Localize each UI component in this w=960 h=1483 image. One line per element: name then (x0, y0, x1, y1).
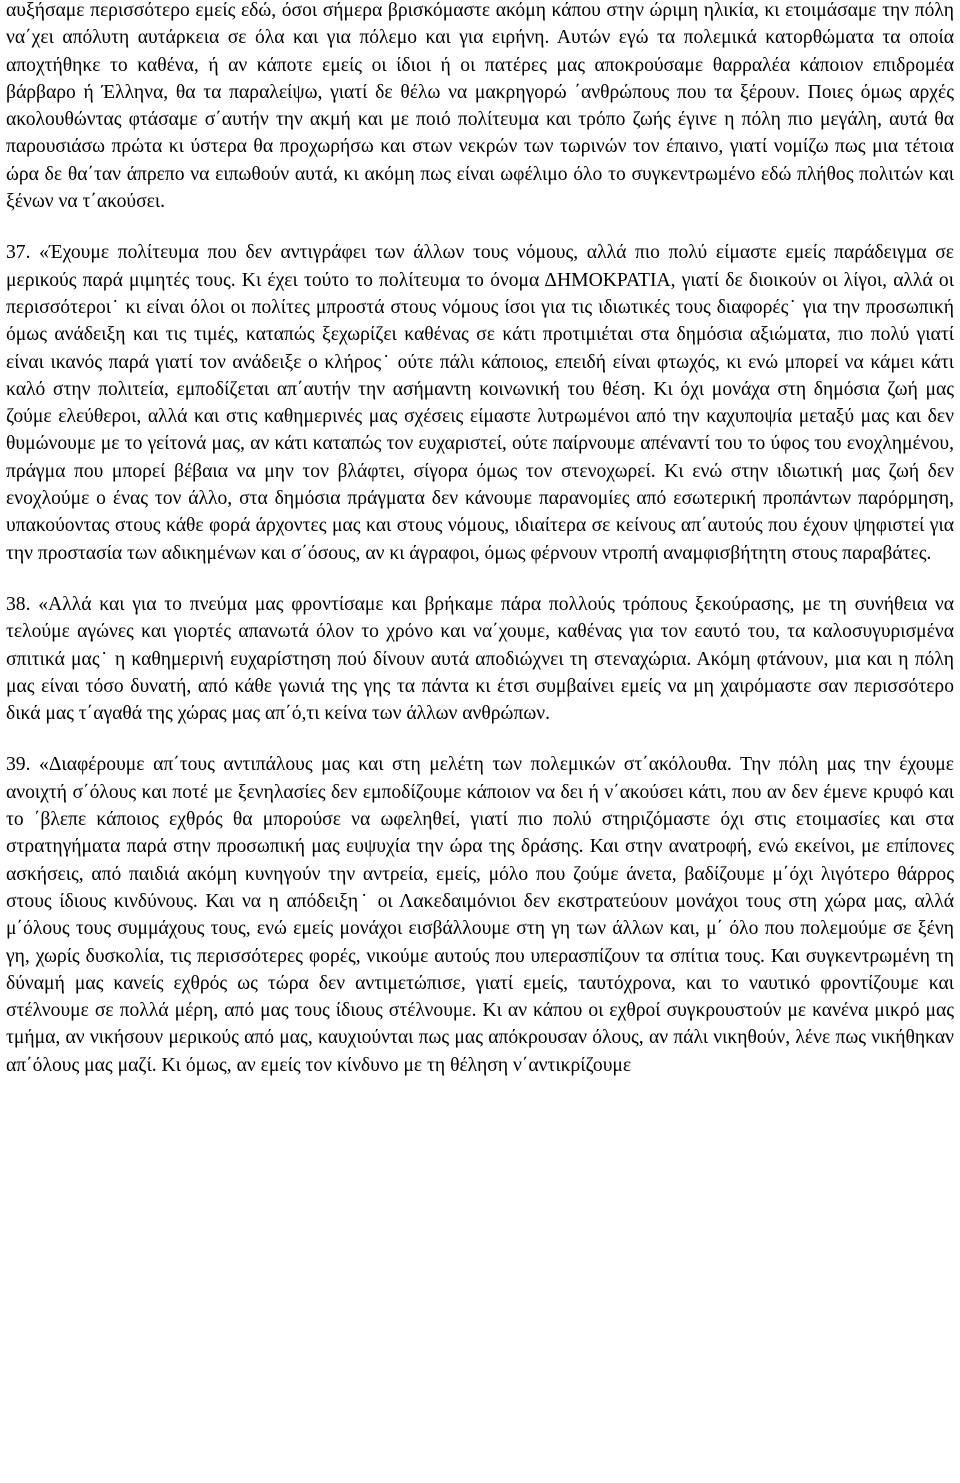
paragraph-39: 39. «Διαφέρουμε απ΄τους αντιπάλους μας και στη μελέτη των πολεμικών στ΄ακόλουθα. Την πόλη μας την έχουμε ανοιχτή σ΄όλους και ποτέ με ξενηλασίες δεν εμποδίζουμε κάποιον να δει ή ν΄ακούσει κάτι, που αν δεν έμενε κρυφό και το ΄βλεπε κάποιος εχθρός θα μπορούσε να ωφεληθεί, γιατί πιο πολύ στηριζόμαστε όχι στις ετοιμασίες και στα στρατηγήματα παρά στην προσωπική μας ευψυχία την ώρα της δράσης. Και στην ανατροφή, ενώ εκείνοι, με επίπονες ασκήσεις, από παιδιά ακόμη κυνηγούν την αντρεία, εμείς, μόλο που ζούμε άνετα, βαδίζουμε μ΄όχι λιγότερο θάρρος στους ίδιους κινδύνους. Και να η απόδειξη˙ οι Λακεδαιμόνιοι δεν εκστρατεύουν μονάχοι τους στη χώρα μας, αλλά μ΄όλους τους συμμάχους τους, ενώ εμείς μονάχοι εισβάλλουμε στη γη των άλλων και, μ΄ όλο που πολεμούμε σε ξένη γη, χωρίς δυσκολία, τις περισσότερες φορές, νικούμε αυτούς που υπερασπίζουν τα σπίτια τους. Και συγκεντρωμένη τη δύναμή μας κανείς εχθρός ως τώρα δεν αντιμετώπισε, γιατί εμείς, ταυτόχρονα, και το ναυτικό φροντίζουμε και στέλνουμε σε πολλά μέρη, από μας τους ίδιους στέλνουμε. Κι αν κάπου οι εχθροί συγκρουστούν με κανένα μικρό μας τμήμα, αν νικήσουν μερικούς από μας, καυχιούνται πως μας απόκρουσαν όλους, αν πάλι νικηθούν, λένε πως νικήθηκαν απ΄όλους μας μαζί. Κι όμως, αν εμείς τον κίνδυνο με τη θέληση ν΄αντικρίζουμε (6, 754, 954, 1076)
document-page (6, 0, 954, 1079)
paragraph-37: 37. «Έχουμε πολίτευμα που δεν αντιγράφει των άλλων τους νόμους, αλλά πιο πολύ είμαστε εμείς παράδειγμα σε μερικούς παρά μιμητές τους. Κι έχει τούτο το πολίτευμα το όνομα ΔΗΜΟΚΡΑΤΙΑ, γιατί δε διοικούν οι λίγοι, αλλά οι περισσότεροι˙ κι είναι όλοι οι πολίτες μπροστά στους νόμους ίσοι για τις ιδιωτικές τους διαφορές˙ για την προσωπική όμως ανάδειξη και τις τιμές, καταπώς ξεχωρίζει καθένας σε κάτι προτιμιέται στα δημόσια αξιώματα, πιο πολύ γιατί είναι ικανός παρά γιατί τον ανάδειξε ο κλήρος˙ ούτε πάλι κάποιος, επειδή είναι φτωχός, κι ενώ μπορεί να κάμει κάτι καλό στην πολιτεία, εμποδίζεται απ΄αυτήν την ασήμαντη κοινωνική του θέση. Κι όχι μονάχα στη δημόσια ζωή μας ζούμε ελεύθεροι, αλλά και στις καθημερινές μας σχέσεις είμαστε λυτρωμένοι από την καχυποψία μεταξύ μας και δεν θυμώνουμε με το γείτονά μας, αν κάτι καταπώς τον ευχαριστεί, ούτε παίρνουμε απέναντί του το ύφος του ενοχλημένου, πράγμα που μπορεί βέβαια να μην τον βλάφτει, σίγορα όμως τον στενοχωρεί. Κι ενώ στην ιδιωτική μας ζωή δεν ενοχλούμε ο ένας τον άλλο, στα δημόσια πράγματα δεν κάνουμε παρανομίες από εσωτερική προπάντων παρόρμηση, υπακούοντας στους κάθε φορά άρχοντες μας και στους νόμους, ιδιαίτερα σε κείνους απ΄αυτούς που έχουν ψηφιστεί για την προστασία των αδικημένων και σ΄όσους, αν κι άγραφοι, όμως φέρνουν ντροπή αναμφισβήτητη στους παραβάτες. (6, 242, 954, 564)
paragraph-36-continuation: αυξήσαμε περισσότερο εμείς εδώ, όσοι σήμερα βρισκόμαστε ακόμη κάπου στην ώριμη ηλικία, κι ετοιμάσαμε την πόλη να΄χει απόλυτη αυτάρκεια σε όλα και για πόλεμο και για ειρήνη. Αυτών εγώ τα πολεμικά κατορθώματα τα οποία αποχτήθηκε το καθένα, ή αν κάποτε εμείς οι ίδιοι ή οι πατέρες μας αποκρούσαμε θαρραλέα κάποιον επιδρομέα βάρβαρο ή Έλληνα, θα τα παραλείψω, γιατί δε θέλω να μακρηγορώ ΄ανθρώπους που τα ξέρουν. Ποιες όμως αρχές ακολουθώντας φτάσαμε σ΄αυτήν την ακμή και με ποιό πολίτευμα και τρόπο ζωής έγινε η πόλη πιο μεγάλη, αυτά θα παρουσιάσω πρώτα κι ύστερα θα προχωρήσω και στων νεκρών των τωρινών τον έπαινο, γιατί νομίζω πως μια τέτοια ώρα δε θα΄ταν άπρεπο να ειπωθούν αυτά, κι ακόμη πως είναι ωφέλιμο όλο το συγκεντρωμένο εδώ πλήθος πολιτών και ξένων να τ΄ακούσει. (6, 0, 954, 213)
paragraph-38: 38. «Αλλά και για το πνεύμα μας φροντίσαμε και βρήκαμε πάρα πολλούς τρόπους ξεκούρασης, με τη συνήθεια να τελούμε αγώνες και γιορτές απανωτά όλον το χρόνο και να΄χουμε, καθένας για τον εαυτό του, τα καλοσυγυρισμένα σπιτικά μας˙ η καθημερινή ευχαρίστηση πού δίνουν αυτά αποδιώχνει τη στεναχώρια. Ακόμη φτάνουν, μια και η πόλη μας είναι τόσο δυνατή, από κάθε γωνιά της γης τα πάντα κι έτσι συμβαίνει εμείς να μη χαιρόμαστε σαν περισσότερο δικά μας τ΄αγαθά της χώρας μας απ΄ό,τι κείνα των άλλων ανθρώπων. (6, 593, 954, 725)
